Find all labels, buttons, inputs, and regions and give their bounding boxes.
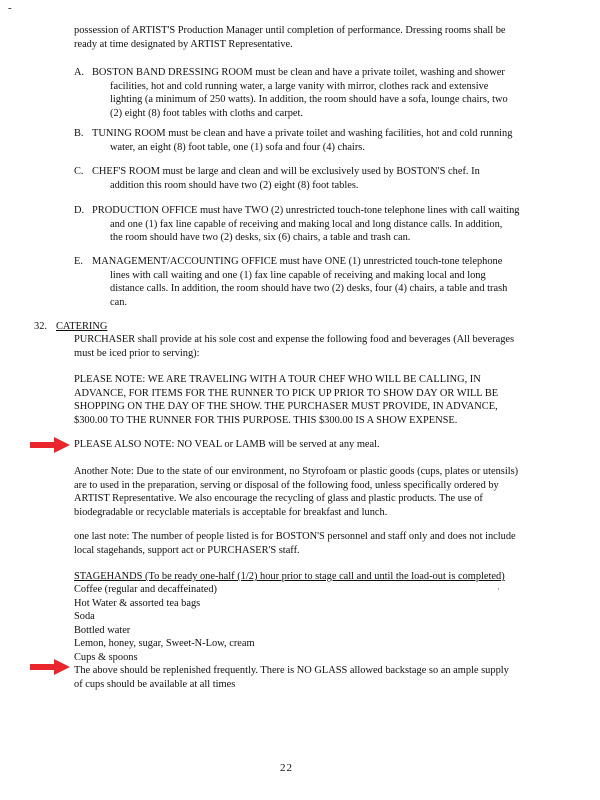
room-letter: C. bbox=[74, 166, 84, 177]
note-line: $300.00 TO THE RUNNER FOR THIS PURPOSE. THIS $300.00 IS A SHOW EXPENSE. bbox=[74, 414, 458, 426]
room-line: can. bbox=[110, 296, 128, 308]
catering-line: must be iced prior to serving): bbox=[74, 347, 200, 359]
room-line: distance calls. In addition, the room should have two (2) desks, four (4) chairs, a table and trash bbox=[110, 283, 508, 294]
room-line: lighting (a minimum of 250 watts). In addition, the room should have a sofa, lounge chairs, two bbox=[110, 94, 508, 105]
room-line: facilities, hot and cold running water, a large vanity with mirror, clothes rack and extensive bbox=[110, 80, 489, 92]
closing-line: of cups should be available at all times bbox=[74, 678, 236, 690]
page-number: 22 bbox=[280, 762, 293, 774]
note-line: ARTIST Representative. We also encourage the recycling of glass and plastic products. The use of bbox=[74, 493, 483, 504]
list-item: Hot Water & assorted tea bags bbox=[74, 597, 201, 609]
room-letter: B. bbox=[74, 128, 84, 139]
intro-line: possession of ARTIST'S Production Manager until completion of performance. Dressing rooms shall be bbox=[74, 25, 506, 36]
arrow-shape bbox=[30, 659, 70, 675]
room-line: water, an eight (8) foot table, one (1) sofa and four (4) chairs. bbox=[110, 141, 365, 153]
list-item: Bottled water bbox=[74, 624, 131, 636]
header-dash: - bbox=[8, 2, 12, 14]
room-c-paragraph bbox=[92, 165, 572, 192]
catering-line: PURCHASER shall provide at his sole cost and expense the following food and beverages (All beverages bbox=[74, 334, 515, 345]
note-line: SHOPPING ON THE DAY OF THE SHOW. THE PURCHASER MUST PROVIDE, IN ADVANCE, bbox=[74, 401, 498, 412]
room-line: (2) eight (8) foot tables with cloths and carpet. bbox=[110, 107, 304, 119]
room-e-paragraph bbox=[92, 255, 572, 309]
room-line: addition this room should have two (2) eight (8) foot tables. bbox=[110, 179, 359, 191]
red-arrow-icon bbox=[30, 437, 70, 453]
room-letter: A. bbox=[74, 67, 85, 78]
personnel-note bbox=[74, 530, 574, 557]
list-item: Soda bbox=[74, 611, 95, 622]
room-d-paragraph bbox=[92, 204, 572, 245]
note-line: Another Note: Due to the state of our environment, no Styrofoam or plastic goods (cups, plates or utensils) bbox=[74, 466, 519, 477]
intro-paragraph bbox=[74, 24, 574, 51]
note-line: ADVANCE, FOR ITEMS FOR THE RUNNER TO PICK UP PRIOR TO SHOW DAY OR WILL BE bbox=[74, 387, 499, 399]
no-veal-note: PLEASE ALSO NOTE: NO VEAL or LAMB will be served at any meal. bbox=[74, 439, 380, 450]
note-line: one last note: The number of people listed is for BOSTON'S personnel and staff only and does not include bbox=[74, 531, 516, 542]
room-letter: E. bbox=[74, 256, 83, 267]
room-line: MANAGEMENT/ACCOUNTING OFFICE must have ONE (1) unrestricted touch-tone telephone bbox=[92, 256, 503, 267]
environment-note bbox=[74, 465, 574, 519]
note-line: biodegradable or recyclable materials is acceptable for breakfast and lunch. bbox=[74, 506, 388, 518]
catering-intro bbox=[74, 333, 574, 360]
list-item: Lemon, honey, sugar, Sweet-N-Low, cream bbox=[74, 638, 255, 649]
room-b-paragraph bbox=[92, 127, 572, 154]
note-line: PLEASE NOTE: WE ARE TRAVELING WITH A TOUR CHEF WHO WILL BE CALLING, IN bbox=[74, 374, 481, 385]
room-line: TUNING ROOM must be clean and have a private toilet and washing facilities, hot and cold running bbox=[92, 128, 513, 139]
list-item: Cups & spoons bbox=[74, 651, 138, 663]
room-line: and one (1) fax line capable of receiving and making local and long distance calls. In addition, bbox=[110, 218, 503, 230]
intro-line: ready at time designated by ARTIST Representative. bbox=[74, 38, 293, 50]
section-number: 32. bbox=[34, 321, 47, 332]
closing-line: The above should be replenished frequently. There is NO GLASS allowed backstage so an ample supply bbox=[74, 665, 509, 676]
room-letter: D. bbox=[74, 205, 85, 216]
room-line: the room should have two (2) desks, six (6) chairs, a table and trash can. bbox=[110, 232, 411, 243]
stagehands-closing bbox=[74, 664, 574, 691]
stray-mark: · bbox=[497, 585, 500, 594]
room-line: CHEF'S ROOM must be large and clean and will be exclusively used by BOSTON'S chef. In bbox=[92, 166, 480, 177]
room-a-paragraph bbox=[92, 66, 572, 120]
room-line: BOSTON BAND DRESSING ROOM must be clean and have a private toilet, washing and shower bbox=[92, 67, 505, 78]
note-line: local stagehands, support act or PURCHASER'S staff. bbox=[74, 544, 300, 556]
room-line: PRODUCTION OFFICE must have TWO (2) unrestricted touch-tone telephone lines with call waiting bbox=[92, 205, 520, 216]
arrow-shape bbox=[30, 437, 70, 453]
list-item: Coffee (regular and decaffeinated) bbox=[74, 584, 217, 595]
note-line: are to used in the preparation, serving or disposal of the following food, unless specifically ordered by bbox=[74, 479, 499, 491]
tour-chef-note bbox=[74, 373, 574, 427]
stagehands-heading: STAGEHANDS (To be ready one-half (1/2) hour prior to stage call and until the load-out is completed) bbox=[74, 571, 505, 582]
red-arrow-icon bbox=[30, 659, 70, 675]
section-title: CATERING bbox=[56, 321, 108, 332]
room-line: lines with call waiting and one (1) fax line capable of receiving and making local and long bbox=[110, 269, 486, 281]
stagehands-list bbox=[74, 583, 574, 664]
